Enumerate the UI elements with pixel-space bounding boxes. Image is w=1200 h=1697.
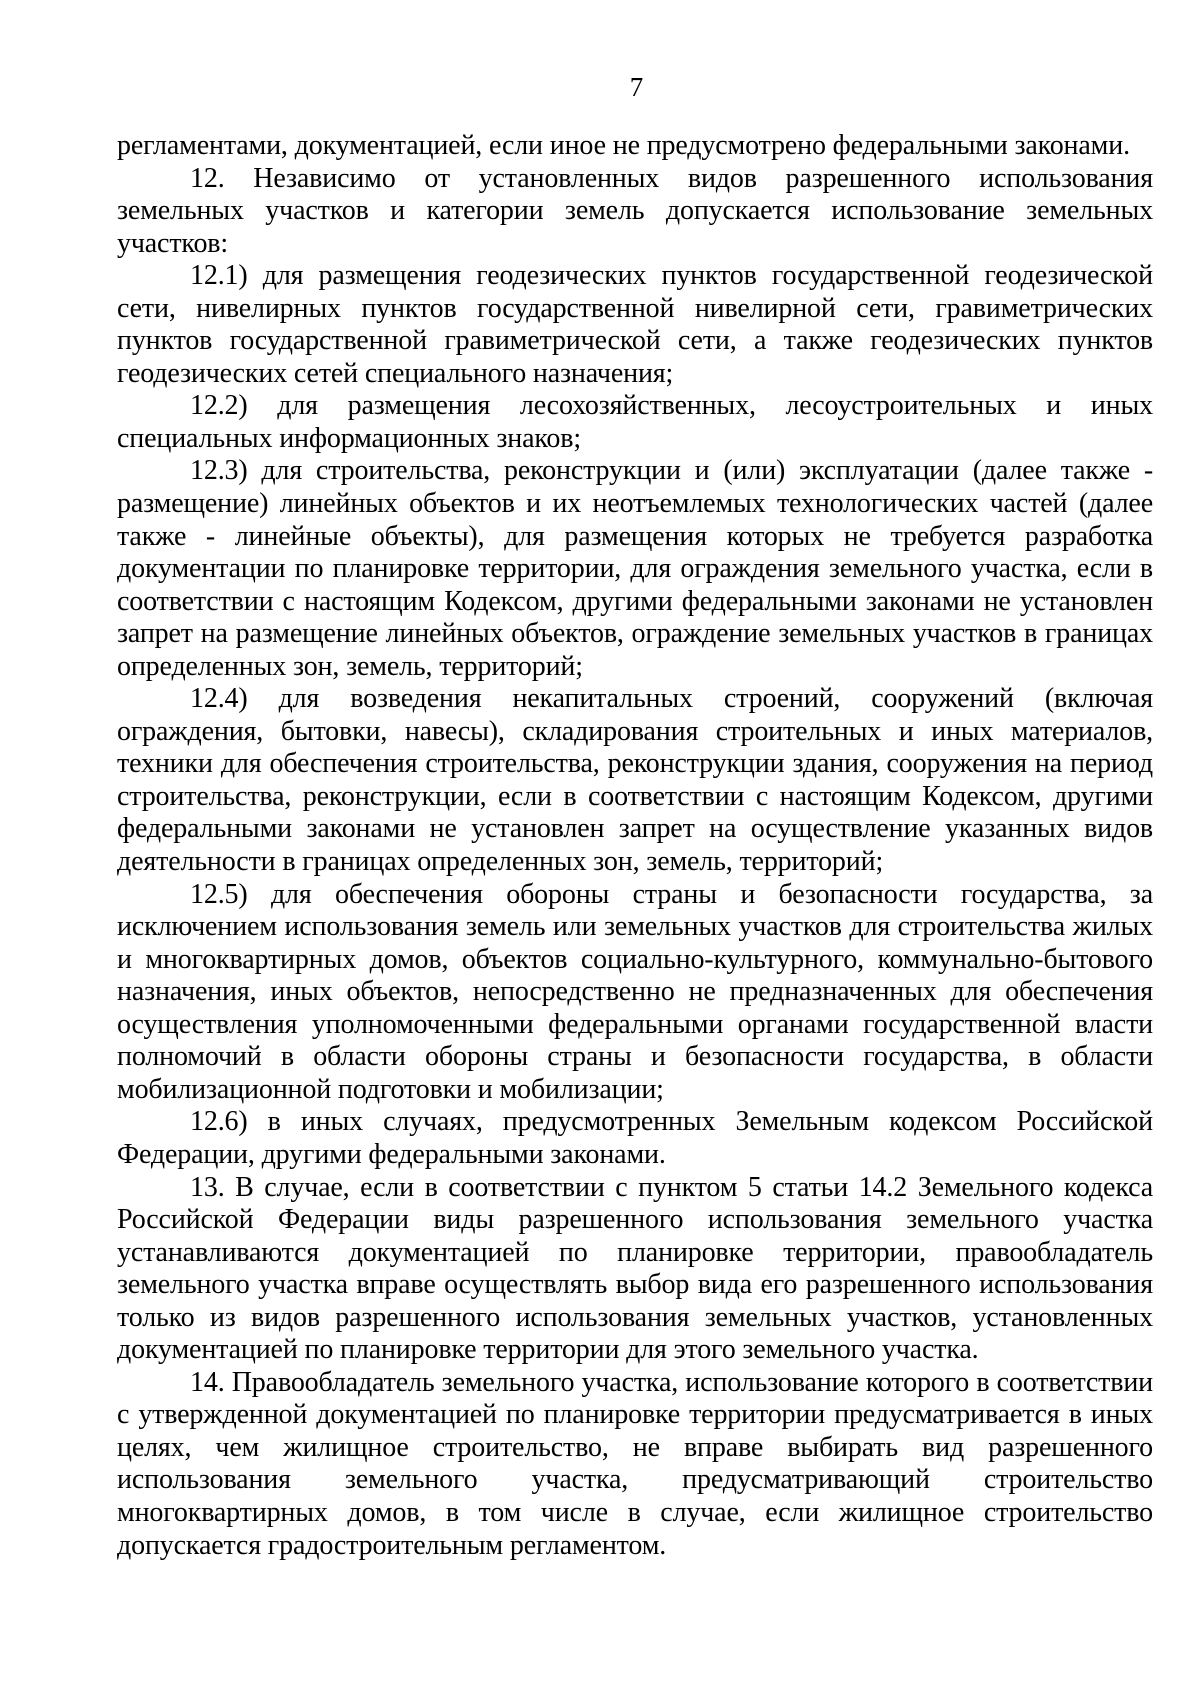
paragraph-item-12-6: 12.6) в иных случаях, предусмотренных Земельным кодексом Российской Федерации, другими федеральными законами. <box>117 1106 1153 1170</box>
paragraph-item-12-2: 12.2) для размещения лесохозяйственных, лесоустроительных и иных специальных информационных знаков; <box>117 390 1153 454</box>
paragraph-item-14: 14. Правообладатель земельного участка, использование которого в соответствии с утвержденной документацией по планировке территории предусматривается в иных целях, чем жилищное строительство, не вправе выбирать вид разрешенного использования земельного участка, предусматривающий строительство многоквартирных домов, в том числе в случае, если жилищное строительство допускается градостроительным регламентом. <box>117 1366 1153 1561</box>
page-number: 7 <box>629 72 644 102</box>
paragraph-item-13: 13. В случае, если в соответствии с пунктом 5 статьи 14.2 Земельного кодекса Российской Федерации виды разрешенного использования земельного участка устанавливаются документацией по планировке территории, правообладатель земельного участка вправе осуществлять выбор вида его разрешенного использования только из видов разрешенного использования земельных участков, установленных документацией по планировке территории для этого земельного участка. <box>117 1171 1153 1366</box>
paragraph-item-12-4: 12.4) для возведения некапитальных строений, сооружений (включая ограждения, бытовки, навесы), складирования строительных и иных материалов, техники для обеспечения строительства, реконструкции здания, сооружения на период строительства, реконструкции, если в соответствии с настоящим Кодексом, другими федеральными законами не установлен запрет на осуществление указанных видов деятельности в границах определенных зон, земель, территорий; <box>117 683 1153 878</box>
paragraph-item-12-1: 12.1) для размещения геодезических пунктов государственной геодезической сети, нивелирных пунктов государственной нивелирной сети, гравиметрических пунктов государственной гравиметрической сети, а также геодезических пунктов геодезических сетей специального назначения; <box>117 260 1153 389</box>
paragraph-item-12-3: 12.3) для строительства, реконструкции и (или) эксплуатации (далее также - размещение) линейных объектов и их неотъемлемых технологических частей (далее также - линейные объекты), для размещения которых не требуется разработка документации по планировке территории, для ограждения земельного участка, если в соответствии с настоящим Кодексом, другими федеральными законами не установлен запрет на размещение линейных объектов, ограждение земельных участков в границах определенных зон, земель, территорий; <box>117 455 1153 682</box>
paragraph-continuation: регламентами, документацией, если иное не предусмотрено федеральными законами. <box>117 130 1130 161</box>
document-body <box>117 130 1153 1562</box>
paragraph-item-12: 12. Независимо от установленных видов разрешенного использования земельных участков и категории земель допускается использование земельных участков: <box>117 162 1153 259</box>
paragraph-item-12-5: 12.5) для обеспечения обороны страны и безопасности государства, за исключением использования земель или земельных участков для строительства жилых и многоквартирных домов, объектов социально-культурного, коммунально-бытового назначения, иных объектов, непосредственно не предназначенных для обеспечения осуществления уполномоченными федеральными органами государственной власти полномочий в области обороны страны и безопасности государства, в области мобилизационной подготовки и мобилизации; <box>117 878 1153 1105</box>
